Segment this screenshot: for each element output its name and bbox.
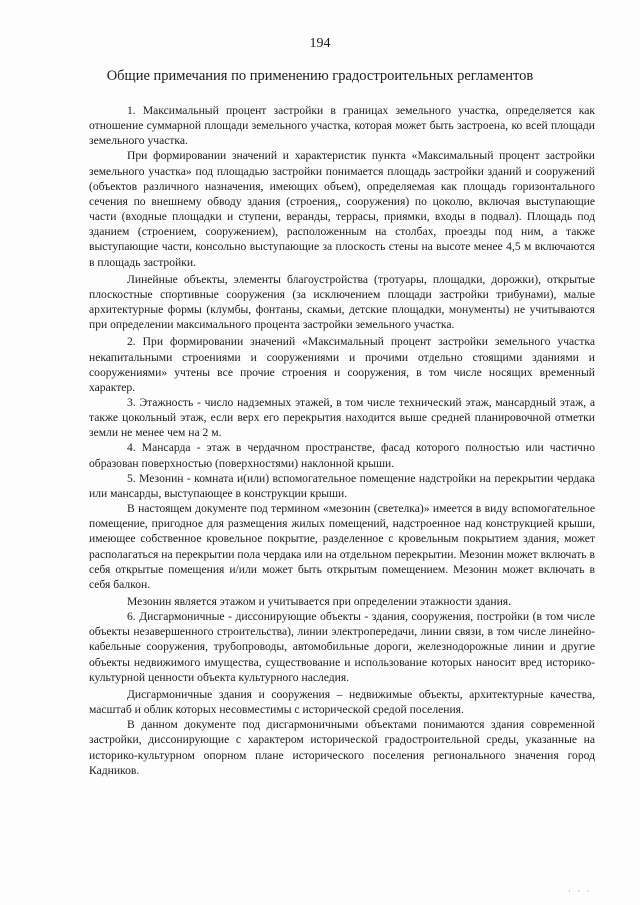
paragraph-4: 2. При формировании значений «Максимальный процент застройки земельного участка некапитальными строениями и сооружениями и прочими отдельно стоящими зданиями и сооружениями» учтены все прочие строения и сооружения, в том числе носящих временный характер. <box>89 335 595 394</box>
paragraph-7: 5. Мезонин - комната и(или) вспомогательное помещение надстройки на перекрытии чердака или мансарды, выступающее в конструкции крыши. <box>89 471 595 500</box>
document-title: Общие примечания по применению градостроительных регламентов <box>106 68 534 84</box>
paragraph-12: В данном документе под дисгармоничными объектами понимаются здания современной застройки, диссонирующие с характером исторической градостроительной среды, указанные на историко-культурном опорном плане исторического поселения регионального значения город Кадников. <box>89 718 595 777</box>
paragraph-5: 3. Этажность - число надземных этажей, в том числе технический этаж, мансардный этаж, а также цокольный этаж, если верх его перекрытия находится выше средней планировочной отметки земли не менее чем на 2 м. <box>89 395 595 440</box>
scan-mark: · · · <box>568 886 592 896</box>
document-body <box>89 103 595 778</box>
paragraph-6: 4. Мансарда - этаж в чердачном пространстве, фасад которого полностью или частично образован поверхностью (поверхностями) наклонной крыши. <box>89 441 595 470</box>
paragraph-8: В настоящем документе под термином «мезонин (светелка)» имеется в виду вспомогательное помещение, пригодное для размещения жилых помещений, надстроенное над конструкцией крыши, имеющее собственное кровельное покрытие, разделенное с кровельным покрытием здания, может располагаться на перекрытии пола чердака или на отдельном перекрытии. Мезонин может включать в себя открытые помещения и/или может быть открытым помещением. Мезонин может включать в себя балкон. <box>89 502 595 591</box>
paragraph-2: При формировании значений и характеристик пункта «Максимальный процент застройки земельного участка» под площадью застройки понимается площадь застройки зданий и сооружений (объектов различного назначения, имеющих объем), определяемая как площадь горизонтального сечения по внешнему обводу здания (строения,, сооружения) по цоколю, включая выступающие части (входные площадки и ступени, веранды, террасы, приямки, входы в подвал). Площадь под зданием (строением, сооружением), расположенным на столбах, проезды под ним, а также выступающие части, консольно выступающие за плоскость стены на высоте менее 4,5 м включаются в площадь застройки. <box>89 149 595 269</box>
paragraph-1: 1. Максимальный процент застройки в границах земельного участка, определяется как отношение суммарной площади земельного участка, которая может быть застроена, ко всей площади земельного участка. <box>89 104 595 148</box>
paragraph-11: Дисгармоничные здания и сооружения – недвижимые объекты, архитектурные качества, масштаб и облик которых несовместимы с исторической средой поселения. <box>89 687 595 717</box>
paragraph-3: Линейные объекты, элементы благоустройства (тротуары, площадки, дорожки), открытые плоскостные спортивные сооружения (за исключением площади застройки трибунами), малые архитектурные формы (клумбы, фонтаны, скамьи, детские площадки, монументы) не учитываются при определении максимального процента застройки земельного участка. <box>89 272 595 332</box>
paragraph-9: Мезонин является этажом и учитывается при определении этажности здания. <box>127 595 512 608</box>
page-number: 194 <box>309 36 331 51</box>
paragraph-10: 6. Дисгармоничные - диссонирующие объекты - здания, сооружения, постройки (в том числе объекты незавершенного строительства), линии электропередачи, линии связи, в том числе линейно-кабельные сооружения, трубопроводы, автомобильные дороги, железнодорожные линии и другие объекты недвижимого имущества, существование и использование которых наносит вред историко-культурной ценности объекта культурного наследия. <box>89 610 595 684</box>
